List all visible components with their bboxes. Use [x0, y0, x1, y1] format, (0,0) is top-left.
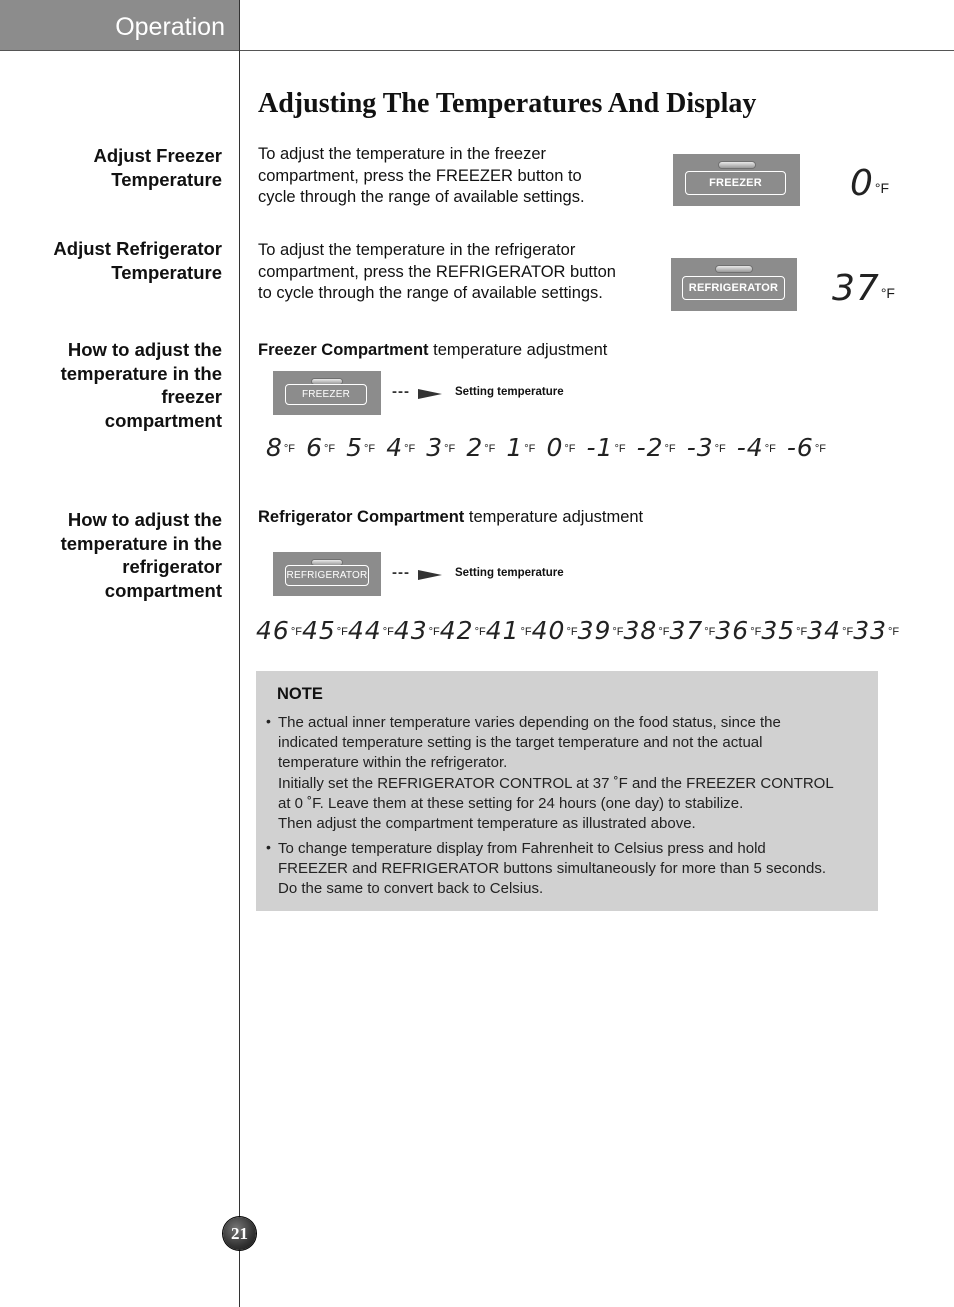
setting-temperature-label: Setting temperature	[455, 386, 564, 398]
setting-temperature-label: Setting temperature	[455, 567, 564, 579]
freezer-howto-panel	[273, 371, 381, 415]
margin-rule	[239, 0, 240, 1307]
fridge-howto-heading	[20, 508, 222, 602]
sequence-temp	[302, 617, 348, 646]
note-line: temperature within the refrigerator.	[278, 754, 508, 772]
sequence-temp	[637, 434, 676, 463]
freezer-readout	[850, 165, 889, 206]
heading-line: compartment	[104, 409, 222, 431]
heading-line: freezer	[161, 386, 222, 407]
freezer-adjust-text	[258, 144, 658, 209]
temp-value: 35	[761, 616, 796, 645]
heading-line: How to adjust the	[67, 509, 222, 530]
readout-value: 0	[850, 163, 874, 204]
note-item	[266, 713, 862, 834]
temp-unit: °F	[283, 443, 296, 455]
temp-unit: °F	[566, 626, 578, 638]
sequence-temp	[486, 617, 532, 646]
temp-value: 46	[256, 616, 290, 645]
temp-value: 34	[807, 616, 842, 645]
heading-line: temperature in the	[60, 532, 222, 554]
sequence-temp	[737, 434, 776, 463]
sequence-temp	[807, 617, 853, 646]
temp-value: 43	[393, 616, 428, 645]
heading-line: Adjust Freezer	[93, 145, 222, 166]
temp-unit: °F	[764, 443, 776, 455]
fridge-panel	[671, 258, 797, 311]
page-number: 21	[223, 1217, 256, 1250]
sequence-temp	[532, 617, 578, 646]
temp-unit: °F	[474, 626, 486, 638]
temp-unit: °F	[796, 626, 808, 638]
text-line: To adjust the temperature in the refrigerator	[258, 241, 576, 259]
temp-unit: °F	[524, 443, 536, 455]
sequence-temp	[256, 617, 302, 646]
temp-unit: °F	[704, 626, 716, 638]
temp-value: 37	[669, 616, 704, 645]
readout-value: 37	[832, 268, 880, 309]
temp-unit: °F	[888, 626, 900, 638]
indicator-light	[716, 266, 752, 272]
subheading-rest: temperature adjustment	[428, 341, 608, 359]
temp-unit: °F	[814, 443, 826, 455]
readout-unit: °F	[874, 180, 890, 196]
readout-unit: °F	[880, 285, 895, 301]
page-title: Adjusting The Temperatures And Display	[258, 88, 757, 119]
sequence-temp	[386, 434, 415, 463]
note-item	[266, 839, 862, 900]
temp-unit: °F	[658, 626, 670, 638]
temp-value: 0	[546, 433, 564, 462]
sequence-temp	[506, 434, 535, 463]
sequence-temp	[578, 617, 624, 646]
temp-value: 3	[426, 433, 444, 462]
temp-unit: °F	[564, 443, 576, 455]
temp-value: 2	[466, 433, 484, 462]
sequence-temp	[440, 617, 486, 646]
temp-value: 44	[347, 616, 382, 645]
arrow-dashes: ---	[392, 564, 410, 581]
note-line: indicated temperature setting is the target temperature and not the actual	[278, 734, 763, 752]
freezer-howto-subheading	[258, 341, 607, 360]
refrigerator-button[interactable]: REFRIGERATOR	[285, 565, 369, 586]
fridge-sequence	[256, 616, 900, 646]
fridge-adjust-heading	[20, 237, 222, 284]
text-line: To adjust the temperature in the freezer	[258, 145, 546, 163]
note-title: NOTE	[277, 685, 323, 703]
note-line: Initially set the REFRIGERATOR CONTROL at 37 ˚F and the FREEZER CONTROL	[278, 774, 834, 792]
temp-unit: °F	[484, 443, 496, 455]
temp-value: 4	[386, 433, 404, 462]
header-rule	[0, 50, 954, 51]
sequence-temp	[624, 617, 670, 646]
temp-value: 1	[506, 433, 524, 462]
fridge-howto-subheading	[258, 508, 643, 527]
heading-line: compartment	[104, 579, 222, 601]
temp-value: 6	[306, 433, 323, 462]
temp-value: 33	[853, 616, 887, 645]
sequence-temp	[853, 617, 899, 646]
subheading-bold: Refrigerator Compartment	[258, 508, 465, 526]
sequence-temp	[306, 434, 335, 463]
temp-unit: °F	[428, 626, 440, 638]
temp-unit: °F	[336, 626, 348, 638]
heading-line: temperature in the	[60, 362, 222, 384]
arrow-right-icon	[418, 389, 442, 399]
sequence-temp	[546, 434, 575, 463]
temp-value: 5	[346, 433, 364, 462]
temp-unit: °F	[382, 626, 394, 638]
temp-value: -4	[736, 433, 764, 462]
temp-unit: °F	[404, 443, 416, 455]
note-line: Then adjust the compartment temperature as illustrated above.	[278, 815, 696, 833]
freezer-button[interactable]: FREEZER	[285, 384, 367, 405]
temp-value: 42	[439, 616, 474, 645]
refrigerator-button[interactable]: REFRIGERATOR	[682, 276, 785, 300]
temp-value: -6	[786, 433, 814, 462]
freezer-button[interactable]: FREEZER	[685, 171, 786, 195]
temp-value: 39	[577, 616, 612, 645]
freezer-howto-heading	[20, 338, 222, 432]
sequence-temp	[587, 434, 626, 463]
temp-value: 8	[266, 433, 283, 462]
heading-line: How to adjust the	[67, 339, 222, 360]
note-line: at 0 ˚F. Leave them at these setting for 24 hours (one day) to stabilize.	[278, 794, 744, 812]
fridge-howto-panel	[273, 552, 381, 596]
note-line: Do the same to convert back to Celsius.	[278, 880, 544, 898]
temp-value: 45	[301, 616, 336, 645]
fridge-adjust-text	[258, 240, 663, 305]
sequence-temp	[715, 617, 761, 646]
temp-value: 38	[623, 616, 658, 645]
temp-unit: °F	[664, 443, 676, 455]
sequence-temp	[346, 434, 375, 463]
fridge-readout	[832, 270, 895, 311]
temp-unit: °F	[612, 626, 624, 638]
temp-unit: °F	[520, 626, 532, 638]
temp-unit: °F	[750, 626, 762, 638]
temp-unit: °F	[290, 626, 302, 638]
indicator-light	[719, 162, 755, 168]
temp-value: 41	[485, 616, 520, 645]
arrow-right-icon	[418, 570, 442, 580]
arrow-dashes: ---	[392, 383, 410, 400]
sequence-temp	[426, 434, 455, 463]
temp-unit: °F	[614, 443, 626, 455]
sequence-temp	[687, 434, 726, 463]
bullet-icon: •	[266, 713, 271, 729]
subheading-bold: Freezer Compartment	[258, 341, 429, 359]
note-line: The actual inner temperature varies depending on the food status, since the	[278, 714, 781, 731]
freezer-panel	[673, 154, 800, 206]
temp-unit: °F	[444, 443, 456, 455]
section-tab: Operation	[0, 0, 239, 50]
temp-value: -2	[636, 433, 664, 462]
sequence-temp	[348, 617, 394, 646]
sequence-temp	[761, 617, 807, 646]
temp-value: 40	[531, 616, 566, 645]
subheading-rest: temperature adjustment	[464, 508, 644, 526]
sequence-temp	[466, 434, 495, 463]
text-line: compartment, press the REFRIGERATOR button	[258, 262, 616, 281]
temp-value: -1	[586, 433, 614, 462]
temp-value: 36	[715, 616, 750, 645]
sequence-temp	[669, 617, 715, 646]
temp-value: -3	[686, 433, 714, 462]
freezer-adjust-heading	[20, 144, 222, 191]
freezer-sequence	[266, 434, 826, 463]
heading-line: Adjust Refrigerator	[53, 238, 222, 259]
bullet-icon: •	[266, 839, 271, 855]
sequence-temp	[787, 434, 826, 463]
note-line: To change temperature display from Fahrenheit to Celsius press and hold	[278, 840, 766, 857]
heading-line: Temperature	[111, 168, 222, 190]
temp-unit: °F	[323, 443, 336, 455]
sequence-temp	[394, 617, 440, 646]
text-line: compartment, press the FREEZER button to	[258, 166, 582, 185]
heading-line: Temperature	[111, 261, 222, 283]
text-line: cycle through the range of available settings.	[258, 188, 585, 206]
sequence-temp	[266, 434, 295, 463]
temp-unit: °F	[714, 443, 726, 455]
temp-unit: °F	[842, 626, 854, 638]
temp-unit: °F	[364, 443, 376, 455]
note-line: FREEZER and REFRIGERATOR buttons simultaneously for more than 5 seconds.	[278, 860, 826, 878]
heading-line: refrigerator	[122, 556, 222, 577]
text-line: to cycle through the range of available settings.	[258, 284, 603, 302]
